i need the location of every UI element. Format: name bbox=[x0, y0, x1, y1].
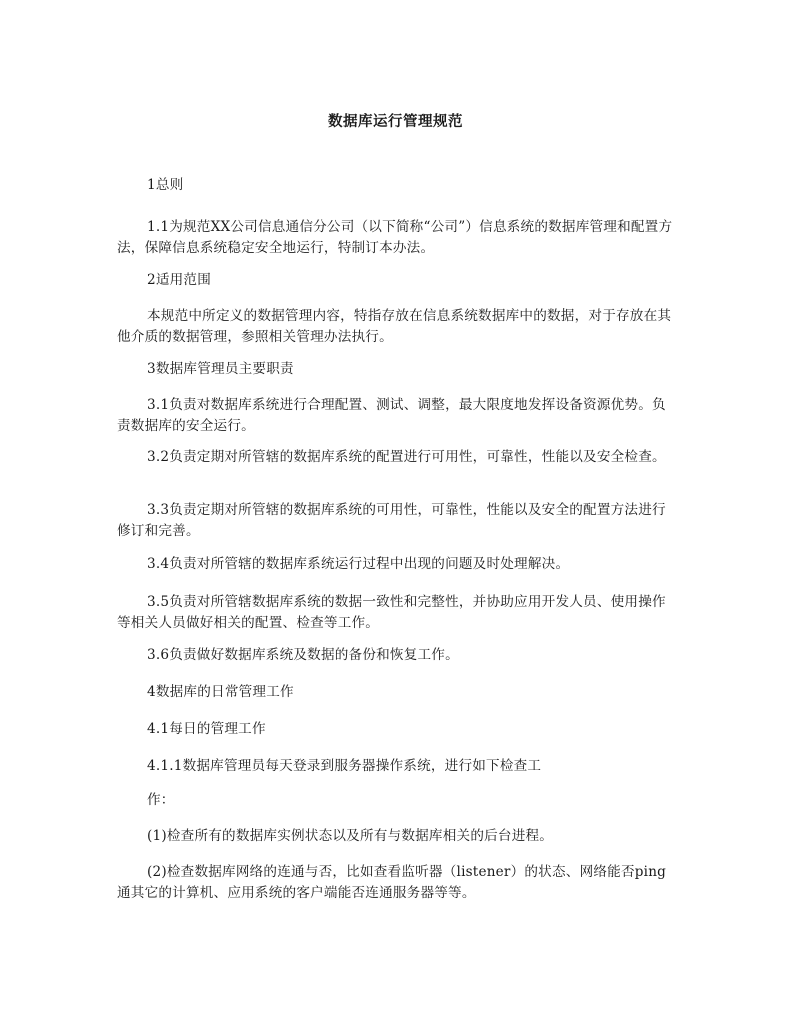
paragraph-3-6: 3.6负责做好数据库系统及数据的备份和恢复工作。 bbox=[147, 647, 459, 663]
paragraph-3-1: 3.1负责对数据库系统进行合理配置、测试、调整，最大限度地发挥设备资源优势。负责数据库的安全运行。 bbox=[117, 397, 666, 434]
paragraph-3-2: 3.2负责定期对所管辖的数据库系统的配置进行可用性，可靠性，性能以及安全检查。 bbox=[147, 449, 666, 465]
section-heading-duties: 3数据库管理员主要职责 bbox=[147, 361, 294, 377]
paragraph-scope: 本规范中所定义的数据管理内容，特指存放在信息系统数据库中的数据，对于存放在其他介质的数据管理，参照相关管理办法执行。 bbox=[117, 308, 672, 345]
paragraph-4-1-1-continued: 作： bbox=[147, 792, 175, 808]
document-title: 数据库运行管理规范 bbox=[328, 114, 463, 130]
paragraph-3-5: 3.5负责对所管辖数据库系统的数据一致性和完整性，并协助应用开发人员、使用操作等相关人员做好相关的配置、检查等工作。 bbox=[117, 594, 666, 631]
list-item-1: (1)检查所有的数据库实例状态以及所有与数据库相关的后台进程。 bbox=[147, 828, 554, 844]
paragraph-3-3: 3.3负责定期对所管辖的数据库系统的可用性，可靠性，性能以及安全的配置方法进行修订和完善。 bbox=[117, 502, 666, 539]
section-heading-daily: 4数据库的日常管理工作 bbox=[147, 684, 294, 700]
paragraph-3-4: 3.4负责对所管辖的数据库系统运行过程中出现的问题及时处理解决。 bbox=[147, 556, 570, 572]
section-heading-general: 1总则 bbox=[147, 177, 184, 193]
paragraph-1-1: 1.1为规范XX公司信息通信分公司（以下简称“公司”）信息系统的数据库管理和配置方法，保障信息系统稳定安全地运行，特制订本办法。 bbox=[117, 219, 673, 256]
list-item-2: (2)检查数据库网络的连通与否，比如查看监听器（listener）的状态、网络能否ping通其它的计算机、应用系统的客户端能否连通服务器等等。 bbox=[117, 864, 667, 901]
paragraph-4-1: 4.1每日的管理工作 bbox=[147, 721, 266, 737]
paragraph-4-1-1: 4.1.1数据库管理员每天登录到服务器操作系统，进行如下检查工 bbox=[147, 758, 542, 774]
section-heading-scope: 2适用范围 bbox=[147, 272, 212, 288]
